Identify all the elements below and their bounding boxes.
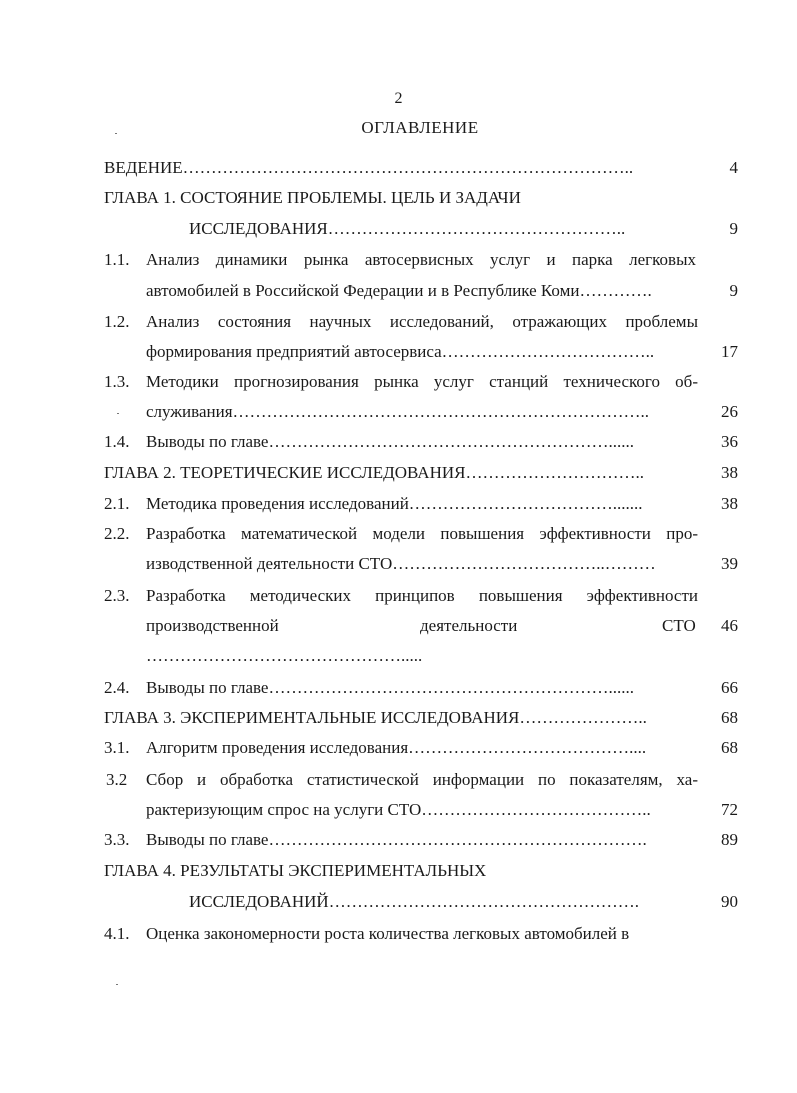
toc-entry-text: Выводы по главе……………………………………………………......: [146, 678, 634, 697]
toc-entry-text: изводственной деятельности СТО………………………………..………: [146, 554, 656, 573]
toc-entry-text-word-2: деятельности: [420, 616, 518, 635]
toc-entry-page: 72: [721, 800, 738, 819]
toc-entry-number: 4.1.: [104, 924, 130, 943]
toc-entry-page: 46: [721, 616, 738, 635]
toc-entry-text: ГЛАВА 2. ТЕОРЕТИЧЕСКИЕ ИССЛЕДОВАНИЯ…………………………..: [104, 463, 644, 482]
toc-entry-number: 3.2: [106, 770, 128, 789]
scan-speck: [117, 413, 119, 414]
toc-entry-page: 68: [721, 738, 738, 757]
toc-entry-number: 1.2.: [104, 312, 130, 331]
toc-entry-number: 1.4.: [104, 432, 130, 451]
toc-entry-leader-dots: ……………………………………….....: [146, 646, 423, 665]
toc-entry-page: 26: [721, 402, 738, 421]
toc-entry-text: ГЛАВА 3. ЭКСПЕРИМЕНТАЛЬНЫЕ ИССЛЕДОВАНИЯ…………………..: [104, 708, 647, 727]
toc-entry-text: Методики прогнозирования рынка услуг станций технического об-: [146, 372, 698, 391]
toc-entry-page: 4: [729, 158, 738, 177]
scan-speck: [116, 984, 118, 985]
toc-entry-text: автомобилей в Российской Федерации и в Республике Коми………….: [146, 281, 652, 300]
toc-entry-text: Анализ динамики рынка автосервисных услуг и парка легковых: [146, 250, 696, 269]
toc-entry-text: Сбор и обработка статистической информации по показателям, ха-: [146, 770, 698, 789]
toc-entry-page: 9: [729, 219, 738, 238]
toc-entry-number: 2.4.: [104, 678, 130, 697]
toc-entry-page: 9: [729, 281, 738, 300]
toc-entry-page: 66: [721, 678, 738, 697]
toc-entry-page: 38: [721, 494, 738, 513]
toc-entry-text: Разработка методических принципов повышения эффективности: [146, 586, 698, 605]
toc-entry-number: 1.1.: [104, 250, 130, 269]
toc-entry-number: 2.3.: [104, 586, 130, 605]
toc-entry-page: 38: [721, 463, 738, 482]
toc-entry-text: Алгоритм проведения исследования…………………………………....: [146, 738, 647, 757]
toc-entry-page: 36: [721, 432, 738, 451]
toc-entry-page: 89: [721, 830, 738, 849]
toc-entry-text: ИССЛЕДОВАНИЙ……………………………………………….: [189, 892, 639, 911]
toc-entry-text: Разработка математической модели повышения эффективности про-: [146, 524, 698, 543]
toc-entry-text-word-3: СТО: [662, 616, 696, 635]
toc-entry-text: рактеризующим спрос на услуги СТО…………………………………..: [146, 800, 651, 819]
toc-entry-text: Методика проведения исследований……………………………….......: [146, 494, 643, 513]
toc-entry-text: формирования предприятий автосервиса………………………………..: [146, 342, 655, 361]
toc-entry-page: 68: [721, 708, 738, 727]
toc-entry-number: 3.3.: [104, 830, 130, 849]
toc-entry-text: ИССЛЕДОВАНИЯ……………………………………………..: [189, 219, 626, 238]
toc-entry-number: 2.2.: [104, 524, 130, 543]
toc-entry-text: ГЛАВА 1. СОСТОЯНИЕ ПРОБЛЕМЫ. ЦЕЛЬ И ЗАДАЧИ: [104, 188, 521, 207]
toc-entry-text: служивания………………………………………………………………..: [146, 402, 650, 421]
toc-title: ОГЛАВЛЕНИЕ: [361, 118, 479, 137]
toc-entry-text-word-1: производственной: [146, 616, 279, 635]
toc-entry-text: Оценка закономерности роста количества легковых автомобилей в: [146, 924, 630, 943]
toc-entry-text: ГЛАВА 4. РЕЗУЛЬТАТЫ ЭКСПЕРИМЕНТАЛЬНЫХ: [104, 861, 487, 880]
toc-entry-page: 17: [721, 342, 738, 361]
scan-speck: [115, 133, 117, 134]
toc-entry-page: 39: [721, 554, 738, 573]
toc-entry-number: 3.1.: [104, 738, 130, 757]
toc-entry-text: Выводы по главе……………………………………………………......: [146, 432, 634, 451]
toc-entry-text: Анализ состояния научных исследований, отражающих проблемы: [146, 312, 698, 331]
page-number: 2: [394, 90, 403, 107]
toc-entry-number: 1.3.: [104, 372, 130, 391]
toc-entry-text: ВЕДЕНИЕ……………………………………………………………………..: [104, 158, 634, 177]
toc-entry-number: 2.1.: [104, 494, 130, 513]
toc-entry-text: Выводы по главе………………………………………………………….: [146, 830, 647, 849]
toc-entry-page: 90: [721, 892, 738, 911]
